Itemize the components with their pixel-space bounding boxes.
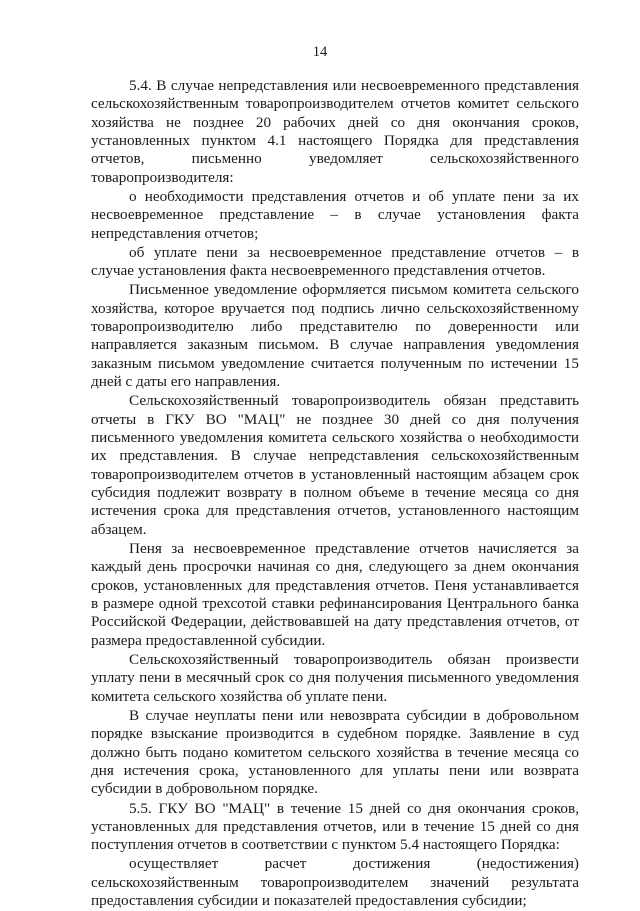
paragraph-notify-submission: о необходимости представления отчетов и об уплате пени за их несвоевременное представление – в случае установления факта непредставления отчетов;: [91, 187, 579, 242]
paragraph-court-recovery: В случае неуплаты пени или невозврата субсидии в добровольном порядке взыскание производится в судебном порядке. Заявление в суд должно быть подано комитетом сельского хозяйства в течение месяца со дня истечения срока, установленного для уплаты пени или возврата субсидии в добровольном порядке.: [91, 706, 579, 798]
paragraph-penalty-payment: Сельскохозяйственный товаропроизводитель обязан произвести уплату пени в месячный срок со дня получения письменного уведомления комитета сельского хозяйства об уплате пени.: [91, 651, 579, 705]
paragraph-notify-penalty: об уплате пени за несвоевременное представление отчетов – в случае установления факта несвоевременного представления отчетов.: [91, 243, 579, 280]
paragraph-5-4-intro: 5.4. В случае непредставления или несвоевременного представления сельскохозяйственным товаропроизводителем отчетов комитет сельского хозяйства не позднее 20 рабочих дней со дня окончания сроков, установленных пунктом 4.1 настоящего Порядка для представления отчетов, письменно уведомляет сельскохозяйственного товаропроизводителя:: [91, 77, 579, 186]
page-number: 14: [312, 44, 328, 60]
paragraph-5-5-intro: 5.5. ГКУ ВО "МАЦ" в течение 15 дней со дня окончания сроков, установленных для представления отчетов, или в течение 15 дней со дня поступления отчетов в соответствии с пунктом 5.4 настоящего Порядка:: [91, 799, 579, 854]
paragraph-producer-obligation: Сельскохозяйственный товаропроизводитель обязан представить отчеты в ГКУ ВО "МАЦ" не позднее 30 дней со дня получения письменного уведомления комитета сельского хозяйства о необходимости их представления. В случае непредставления сельскохозяйственным товаропроизводителем отчетов в установленный настоящим абзацем срок субсидия подлежит возврату в полном объеме в течение месяца со дня истечения срока для представления отчетов, установленного настоящим абзацем.: [91, 392, 579, 538]
paragraph-calculation-result: осуществляет расчет достижения (недостижения) сельскохозяйственным товаропроизводителем значений результата предоставления субсидии и показателей предоставления субсидии;: [91, 855, 579, 910]
paragraph-written-notice: Письменное уведомление оформляется письмом комитета сельского хозяйства, которое вручается под подпись лично сельскохозяйственному товаропроизводителю либо представителю по доверенности или направляется заказным письмом. В случае направления уведомления заказным письмом уведомление считается полученным по истечении 15 дней с даты его направления.: [91, 281, 579, 391]
paragraph-penalty-calculation: Пеня за несвоевременное представление отчетов начисляется за каждый день просрочки начиная со дня, следующего за днем окончания сроков, установленных для представления отчетов. Пеня устанавливается в размере одной трехсотой ставки рефинансирования Центрального банка Российской Федерации, действовавшей на дату представления отчетов, от размера предоставленной субсидии.: [91, 540, 579, 649]
document-body: [91, 77, 579, 911]
